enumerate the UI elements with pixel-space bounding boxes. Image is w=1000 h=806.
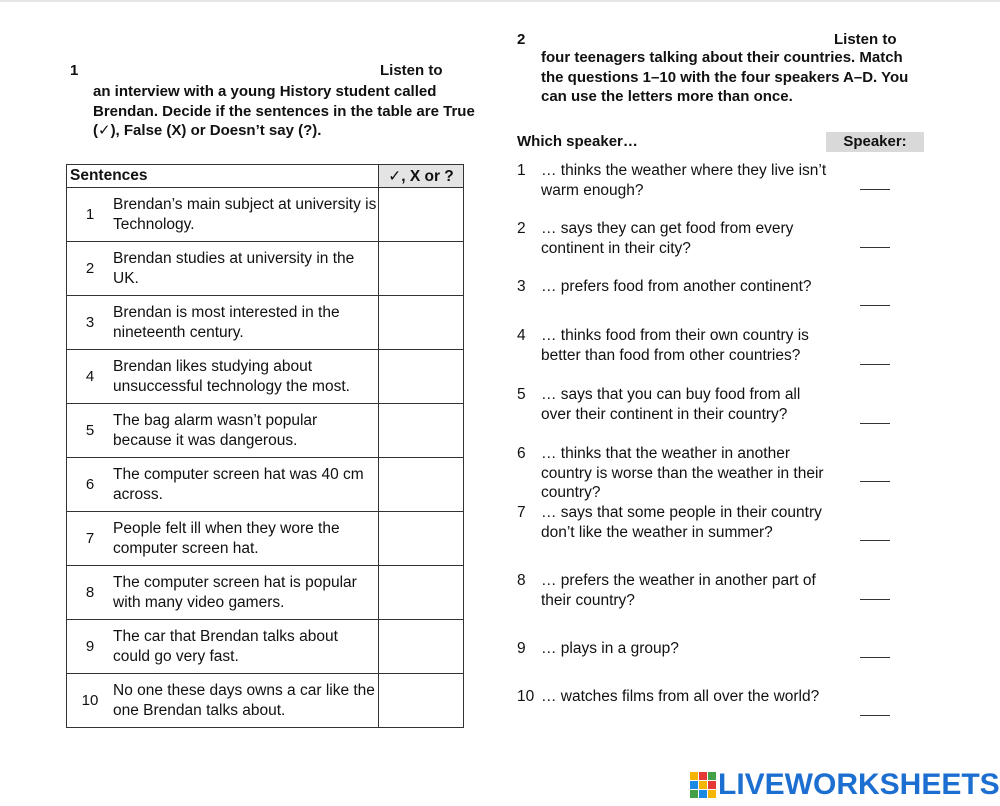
row-sentence: People felt ill when they wore the computer screen hat.	[113, 520, 340, 557]
answer-blank-4[interactable]	[860, 364, 890, 365]
question-number: 2	[517, 220, 526, 237]
row-sentence: No one these days owns a car like the one Brendan talks about.	[113, 682, 375, 719]
answer-blank-10[interactable]	[860, 715, 890, 716]
row-number: 1	[85, 206, 95, 223]
answer-cell-6[interactable]	[379, 458, 464, 512]
table-row	[67, 458, 464, 512]
answer-blank-9[interactable]	[860, 657, 890, 658]
row-number: 7	[85, 530, 95, 547]
answer-blank-1[interactable]	[860, 189, 890, 190]
mark-header: ✓, X or ?	[379, 165, 464, 188]
table-row	[67, 674, 464, 728]
row-sentence: Brendan’s main subject at university is Technology.	[113, 196, 377, 233]
row-number: 8	[85, 584, 95, 601]
table-row	[67, 350, 464, 404]
answer-blank-2[interactable]	[860, 247, 890, 248]
answer-cell-2[interactable]	[379, 242, 464, 296]
sentences-table	[66, 164, 464, 728]
table-row	[67, 296, 464, 350]
question-number: 9	[517, 640, 526, 657]
answer-cell-5[interactable]	[379, 404, 464, 458]
table-row	[67, 512, 464, 566]
question-number: 3	[517, 278, 526, 295]
row-sentence: Brendan is most interested in the nineteenth century.	[113, 304, 340, 341]
question-text: … says that some people in their country don’t like the weather in summer?	[541, 504, 822, 541]
answer-cell-3[interactable]	[379, 296, 464, 350]
row-sentence: The computer screen hat was 40 cm across.	[113, 466, 364, 503]
row-sentence: Brendan likes studying about unsuccessful technology the most.	[113, 358, 350, 395]
row-number: 10	[81, 692, 99, 709]
exercise2-instructions: four teenagers talking about their countries. Match the questions 1–10 with the four speakers A–D. You can use the letters more than once.	[541, 49, 909, 105]
answer-cell-9[interactable]	[379, 620, 464, 674]
answer-cell-4[interactable]	[379, 350, 464, 404]
answer-cell-1[interactable]	[379, 188, 464, 242]
which-speaker-label: Which speaker…	[517, 133, 638, 150]
question-text: … thinks that the weather in another country is worse than the weather in their country?	[541, 445, 824, 501]
table-row	[67, 242, 464, 296]
answer-blank-3[interactable]	[860, 305, 890, 306]
question-text: … says that you can buy food from all over their continent in their country?	[541, 386, 801, 423]
row-number: 2	[85, 260, 95, 277]
question-text: … thinks the weather where they live isn’t warm enough?	[541, 162, 827, 199]
table-row	[67, 404, 464, 458]
row-sentence: The bag alarm wasn’t popular because it was dangerous.	[113, 412, 318, 449]
liveworksheets-logo-text: LIVEWORKSHEETS	[718, 768, 1000, 801]
question-number: 7	[517, 504, 526, 521]
exercise1-instructions: an interview with a young History student called Brendan. Decide if the sentences in the table are True (✓), False (X) or Doesn’t say (?).	[93, 83, 475, 139]
row-number: 5	[85, 422, 95, 439]
row-number: 4	[85, 368, 95, 385]
table-row	[67, 566, 464, 620]
question-text: … thinks food from their own country is better than food from other countries?	[541, 327, 809, 364]
exercise1-listen-label: Listen to	[380, 62, 443, 79]
table-row	[67, 188, 464, 242]
question-text: … says they can get food from every continent in their city?	[541, 220, 794, 257]
question-text: … plays in a group?	[541, 640, 679, 657]
answer-blank-8[interactable]	[860, 599, 890, 600]
top-divider	[0, 0, 1000, 2]
answer-cell-8[interactable]	[379, 566, 464, 620]
answer-cell-7[interactable]	[379, 512, 464, 566]
row-sentence: The car that Brendan talks about could go very fast.	[113, 628, 338, 665]
table-header-row	[67, 165, 464, 188]
answer-blank-6[interactable]	[860, 481, 890, 482]
question-number: 1	[517, 162, 526, 179]
answer-blank-7[interactable]	[860, 540, 890, 541]
row-sentence: The computer screen hat is popular with many video gamers.	[113, 574, 357, 611]
question-number: 10	[517, 688, 535, 705]
question-number: 5	[517, 386, 526, 403]
answer-cell-10[interactable]	[379, 674, 464, 728]
question-number: 6	[517, 445, 526, 462]
table-row	[67, 620, 464, 674]
exercise2-number: 2	[517, 31, 526, 48]
row-number: 9	[85, 638, 95, 655]
row-sentence: Brendan studies at university in the UK.	[113, 250, 355, 287]
answer-blank-5[interactable]	[860, 423, 890, 424]
question-number: 8	[517, 572, 526, 589]
question-text: … watches films from all over the world?	[541, 688, 820, 705]
exercise1-number: 1	[70, 62, 79, 79]
row-number: 6	[85, 476, 95, 493]
question-number: 4	[517, 327, 526, 344]
speaker-header: Speaker:	[826, 132, 924, 152]
question-text: … prefers food from another continent?	[541, 278, 812, 295]
row-number: 3	[85, 314, 95, 331]
exercise2-listen-label: Listen to	[834, 31, 897, 48]
liveworksheets-logo-icon	[690, 772, 716, 798]
liveworksheets-logo	[690, 768, 1000, 802]
question-text: … prefers the weather in another part of their country?	[541, 572, 816, 609]
sentences-header: Sentences	[67, 165, 379, 188]
